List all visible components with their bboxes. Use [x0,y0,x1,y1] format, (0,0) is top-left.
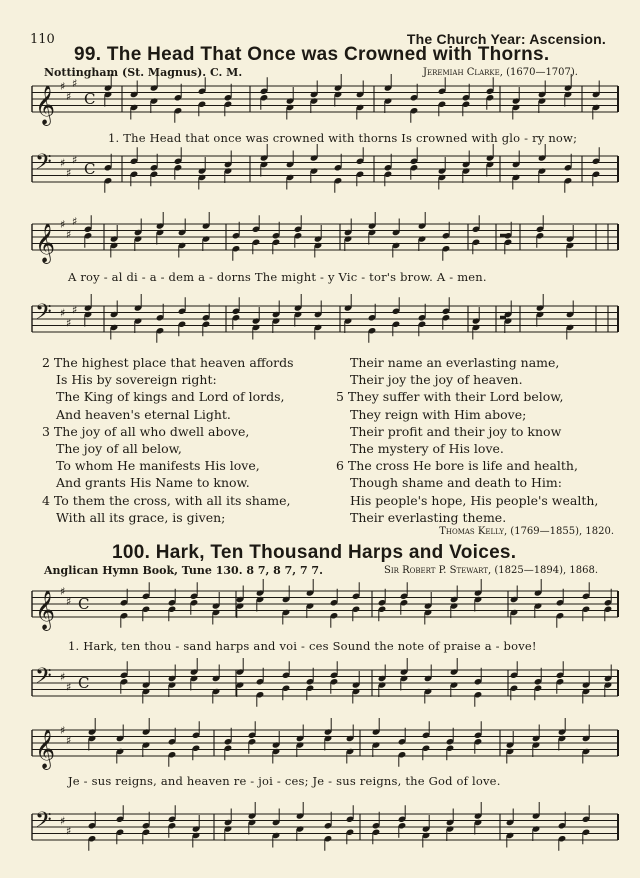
verse-line: Is His by sovereign right: [56,372,217,388]
hymn-99-system-1-bass [30,150,620,196]
sharp-icon: ♯ [66,316,72,330]
verse-line: 4 To them the cross, with all its shame, [42,492,291,508]
verse-line: Their everlasting theme. [350,509,507,525]
sharp-icon: ♯ [60,218,66,231]
hymn-99-lyric-line-2: A roy - al di - a - dem a - dorns The might - y Vic - tor's brow. A - men. [68,270,487,284]
sharp-icon: ♯ [60,156,66,170]
verse-line: Their profit and their joy to know [350,423,562,439]
sharp-icon: ♯ [60,724,66,737]
verse-line: They reign with Him above; [350,406,527,422]
treble-clef-icon: 𝄞 [35,223,56,263]
hymn-100-system-2-bass [30,808,620,854]
sharp-icon: ♯ [66,166,72,180]
bass-clef-icon: 𝄢 [35,150,52,180]
hymn-100-lyric-line-2: Je - sus reigns, and heaven re - joi - ces; Je - sus reigns, the God of love. [68,774,501,788]
hymn-99-lyric-line-1: 1. The Head that once was crowned with thorns Is crowned with glo - ry now; [108,131,578,145]
staff-lines [32,86,618,112]
sharp-icon: ♯ [72,76,78,90]
hymn-99-system-2-treble [30,214,620,264]
sharp-icon: ♯ [60,670,66,684]
page-number: 110 [30,32,55,47]
verse-line: The joy of all below, [56,441,182,457]
staff-lines [32,224,618,250]
sharp-icon: ♯ [66,227,72,241]
verse-line: And grants His Name to know. [56,475,250,491]
verse-line: And heaven's eternal Light. [56,406,231,422]
common-time-icon: C [78,595,90,613]
sharp-icon: ♯ [72,153,78,167]
verse-line: Their name an everlasting name, [350,355,560,370]
hymn-99-system-1-treble [30,76,620,126]
hymn-99-attribution: Thomas Kelly, (1769—1855), 1820. [439,526,614,537]
sharp-icon: ♯ [66,680,72,694]
hymn-100-lyric-line-1: 1. Hark, ten thou - sand harps and voi - ces Sound the note of praise a - bove! [68,639,537,653]
sharp-icon: ♯ [66,594,72,608]
verse-line: His people's hope, His people's wealth, [350,492,599,508]
verse-line: Though shame and death to Him: [350,475,562,491]
hymn-100-title: 100. Hark, Ten Thousand Harps and Voices. [112,542,517,563]
verse-line: To whom He manifests His love, [56,458,260,474]
staff-lines [32,591,618,617]
sharp-icon: ♯ [60,80,66,93]
sharp-icon: ♯ [66,733,72,747]
staff-lines [32,306,618,332]
hymn-99-verses-right [336,354,598,526]
common-time-icon: C [84,160,96,178]
hymn-99-tune: Nottingham (St. Magnus). C. M. [44,66,243,79]
hymn-99-title: 99. The Head That Once was Crowned with Thorns. [74,44,550,65]
sharp-icon: ♯ [60,814,66,828]
staff-lines [32,156,618,182]
bass-clef-icon: 𝄢 [35,808,52,838]
verse-line: 3 The joy of all who dwell above, [42,423,250,439]
hymn-99-system-2-bass [30,300,620,346]
staff-lines [32,670,618,696]
verse-line: 6 The cross He bore is life and health, [336,458,578,474]
verse-line: With all its grace, is given; [56,509,226,525]
hymn-100-system-2-treble [30,724,620,770]
verse-line: 2 The highest place that heaven affords [42,355,294,370]
hymn-99-composer: Jeremiah Clarke, (1670—1707). [423,67,578,78]
sharp-icon: ♯ [66,824,72,838]
treble-clef-icon: 𝄞 [35,85,56,125]
running-head: The Church Year: Ascension. [406,31,606,47]
rest-icon [500,234,506,237]
verse-line: Their joy the joy of heaven. [350,372,523,388]
verse-line: The mystery of His love. [350,441,504,457]
rest-icon [500,316,506,319]
common-time-icon: C [84,90,96,108]
bass-clef-icon: 𝄢 [35,664,52,694]
hymn-100-tune: Anglican Hymn Book, Tune 130. 8 7, 8 7, 7 7. [44,564,323,577]
bass-clef-icon: 𝄢 [35,300,52,330]
treble-clef-icon: 𝄞 [35,729,56,769]
verse-line: 5 They suffer with their Lord below, [336,389,564,405]
sharp-icon: ♯ [60,306,66,320]
hymn-100-system-1-treble [30,585,620,631]
sharp-icon: ♯ [60,585,66,598]
treble-clef-icon: 𝄞 [35,590,56,630]
sharp-icon: ♯ [66,89,72,103]
verse-line: The King of kings and Lord of lords, [56,389,285,405]
sharp-icon: ♯ [72,214,78,228]
hymn-99-verses-left [42,354,294,526]
common-time-icon: C [78,674,90,692]
hymn-100-system-1-bass [30,664,620,710]
hymn-100-composer: Sir Robert P. Stewart, (1825—1894), 1868. [384,565,599,576]
sharp-icon: ♯ [72,303,78,317]
